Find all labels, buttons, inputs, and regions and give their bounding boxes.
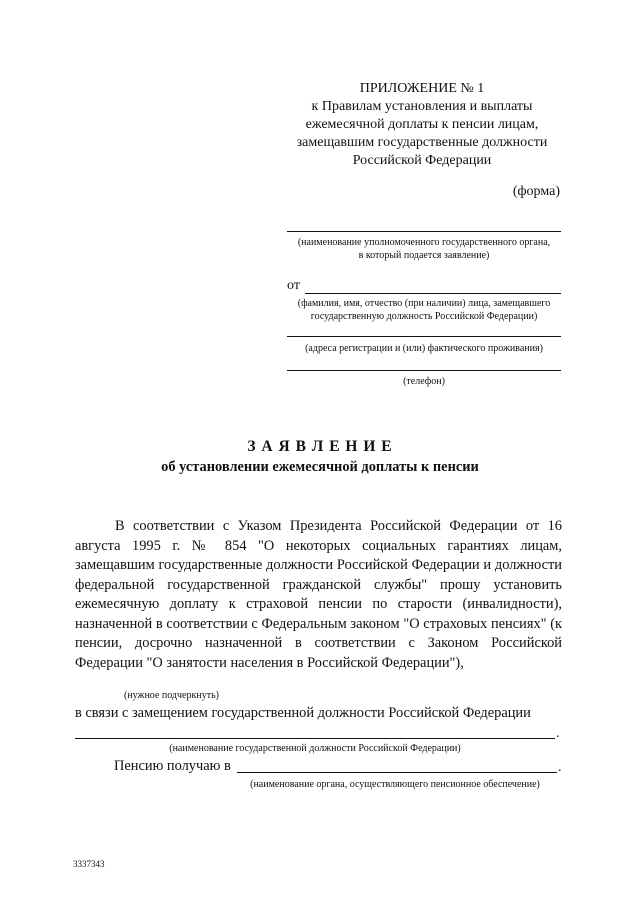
- header-line: замещавшим государственные должности: [296, 135, 548, 150]
- form-label: (форма): [512, 184, 560, 199]
- underline-note: (нужное подчеркнуть): [124, 690, 219, 701]
- address-field-line[interactable]: [287, 336, 561, 337]
- body-paragraph: В соответствии с Указом Президента Российской Федерации от 16 августа 1995 г. № 854 "О некоторых социальных гарантиях лицам, замещавшим государственные должности Российской Федерации и должности федеральной государственной гражданской службы" прошу установить ежемесячную доплату к страховой пенсии по старости (инвалидности), назначенной в соответствии с Федеральным законом "О страховых пенсиях" (к пенсии, досрочно назначенной в соответствии с Законом Российской Федерации "О занятости населения в Российской Федерации"),: [75, 518, 562, 671]
- position-field-line[interactable]: [75, 738, 555, 739]
- appendix-number: ПРИЛОЖЕНИЕ № 1: [359, 81, 485, 96]
- document-title: З А Я В Л Е Н И Е: [247, 438, 393, 455]
- name-caption: государственную должность Российской Федерации): [310, 311, 538, 322]
- address-caption: (адреса регистрации и (или) фактического проживания): [305, 343, 543, 354]
- document-subtitle: об установлении ежемесячной доплаты к пенсии: [161, 459, 479, 475]
- authority-field-line[interactable]: [287, 231, 561, 232]
- pension-label: Пенсию получаю в: [114, 758, 231, 774]
- position-caption: (наименование государственной должности Российской Федерации): [169, 743, 461, 754]
- phone-field-line[interactable]: [287, 370, 561, 371]
- from-label: от: [287, 278, 300, 293]
- header-line: к Правилам установления и выплаты: [311, 99, 533, 114]
- header-line: Российской Федерации: [352, 153, 492, 168]
- position-line: в связи с замещением государственной должности Российской Федерации: [75, 705, 531, 721]
- header-line: ежемесячной доплаты к пенсии лицам,: [305, 117, 539, 132]
- document-code: 3337343: [73, 859, 105, 869]
- phone-caption: (телефон): [403, 376, 445, 387]
- name-field-line[interactable]: [305, 293, 561, 294]
- period: .: [556, 726, 560, 741]
- period: .: [558, 760, 562, 775]
- pension-caption: (наименование органа, осуществляющего пенсионное обеспечение): [250, 779, 540, 790]
- name-caption: (фамилия, имя, отчество (при наличии) лица, замещавшего: [297, 298, 551, 309]
- authority-caption: в который подается заявление): [358, 250, 490, 261]
- pension-field-line[interactable]: [237, 772, 557, 773]
- authority-caption: (наименование уполномоченного государственного органа,: [297, 237, 551, 248]
